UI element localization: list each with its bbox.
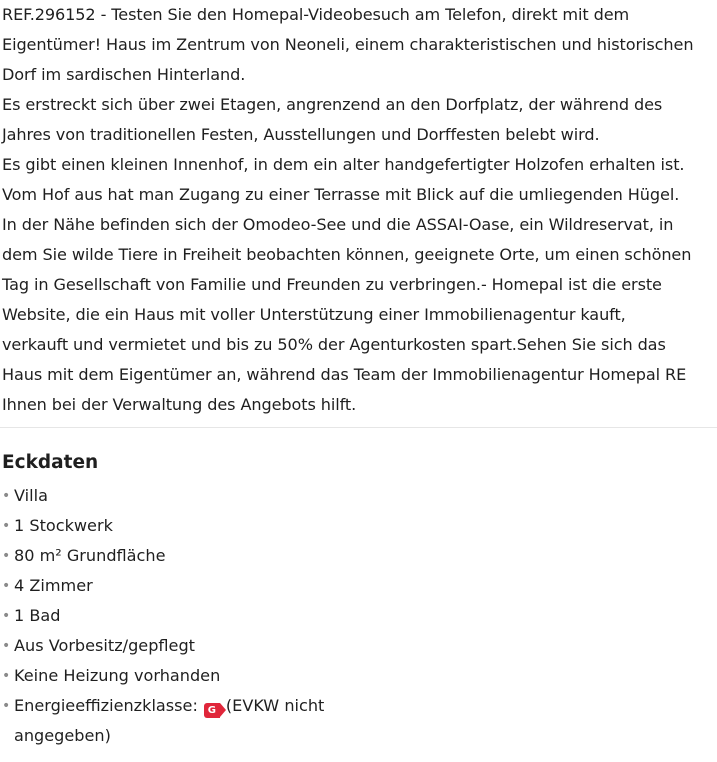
key-facts-title: Eckdaten xyxy=(2,452,99,473)
energy-class-item xyxy=(2,691,374,751)
key-fact-item xyxy=(2,481,402,511)
key-fact-label: 4 Zimmer xyxy=(14,576,93,595)
key-fact-item xyxy=(2,601,402,631)
key-fact-item xyxy=(2,511,402,541)
description-line: Vom Hof aus hat man Zugang zu einer Terrasse mit Blick auf die umliegenden Hügel. xyxy=(2,185,680,204)
key-fact-label: Keine Heizung vorhanden xyxy=(14,666,221,685)
bullet-icon: • xyxy=(2,488,11,504)
property-description xyxy=(2,0,714,420)
description-line: verkauft und vermietet und bis zu 50% der Agenturkosten spart.Sehen Sie sich das xyxy=(2,335,666,354)
description-line: Es erstreckt sich über zwei Etagen, angrenzend an den Dorfplatz, der während des xyxy=(2,95,663,114)
bullet-icon: • xyxy=(2,548,11,564)
description-line: Tag in Gesellschaft von Familie und Freunden zu verbringen.- Homepal ist die erste xyxy=(2,275,662,294)
energy-class-badge: G xyxy=(204,703,220,718)
section-divider xyxy=(0,427,717,428)
key-fact-label: Aus Vorbesitz/gepflegt xyxy=(14,636,195,655)
energy-class-note: (EVKW nicht angegeben) xyxy=(14,696,325,745)
bullet-icon: • xyxy=(2,608,11,624)
key-fact-label: 1 Stockwerk xyxy=(14,516,113,535)
description-line: dem Sie wilde Tiere in Freiheit beobachten können, geeignete Orte, um einen schönen xyxy=(2,245,692,264)
key-fact-label: 80 m² Grundfläche xyxy=(14,546,166,565)
bullet-icon: • xyxy=(2,518,11,534)
key-fact-item xyxy=(2,571,402,601)
bullet-icon: • xyxy=(2,668,11,684)
bullet-icon: • xyxy=(2,638,11,654)
key-fact-item xyxy=(2,631,402,661)
description-line: REF.296152 - Testen Sie den Homepal-Videobesuch am Telefon, direkt mit dem xyxy=(2,5,630,24)
description-line: In der Nähe befinden sich der Omodeo-See und die ASSAI-Oase, ein Wildreservat, in xyxy=(2,215,674,234)
energy-class-label: Energieeffizienzklasse: xyxy=(14,696,198,715)
bullet-icon: • xyxy=(2,698,11,714)
description-line: Haus mit dem Eigentümer an, während das Team der Immobilienagentur Homepal RE xyxy=(2,365,687,384)
bullet-icon: • xyxy=(2,578,11,594)
key-fact-item xyxy=(2,661,402,691)
description-line: Es gibt einen kleinen Innenhof, in dem ein alter handgefertigter Holzofen erhalten ist. xyxy=(2,155,685,174)
key-facts-list xyxy=(2,481,402,751)
description-line: Eigentümer! Haus im Zentrum von Neoneli, einem charakteristischen und historischen xyxy=(2,35,694,54)
key-fact-label: Villa xyxy=(14,486,48,505)
description-line: Dorf im sardischen Hinterland. xyxy=(2,65,246,84)
key-fact-item xyxy=(2,541,402,571)
description-line: Website, die ein Haus mit voller Unterstützung einer Immobilienagentur kauft, xyxy=(2,305,626,324)
description-line: Jahres von traditionellen Festen, Ausstellungen und Dorffesten belebt wird. xyxy=(2,125,600,144)
key-fact-label: 1 Bad xyxy=(14,606,61,625)
description-line: Ihnen bei der Verwaltung des Angebots hilft. xyxy=(2,395,357,414)
